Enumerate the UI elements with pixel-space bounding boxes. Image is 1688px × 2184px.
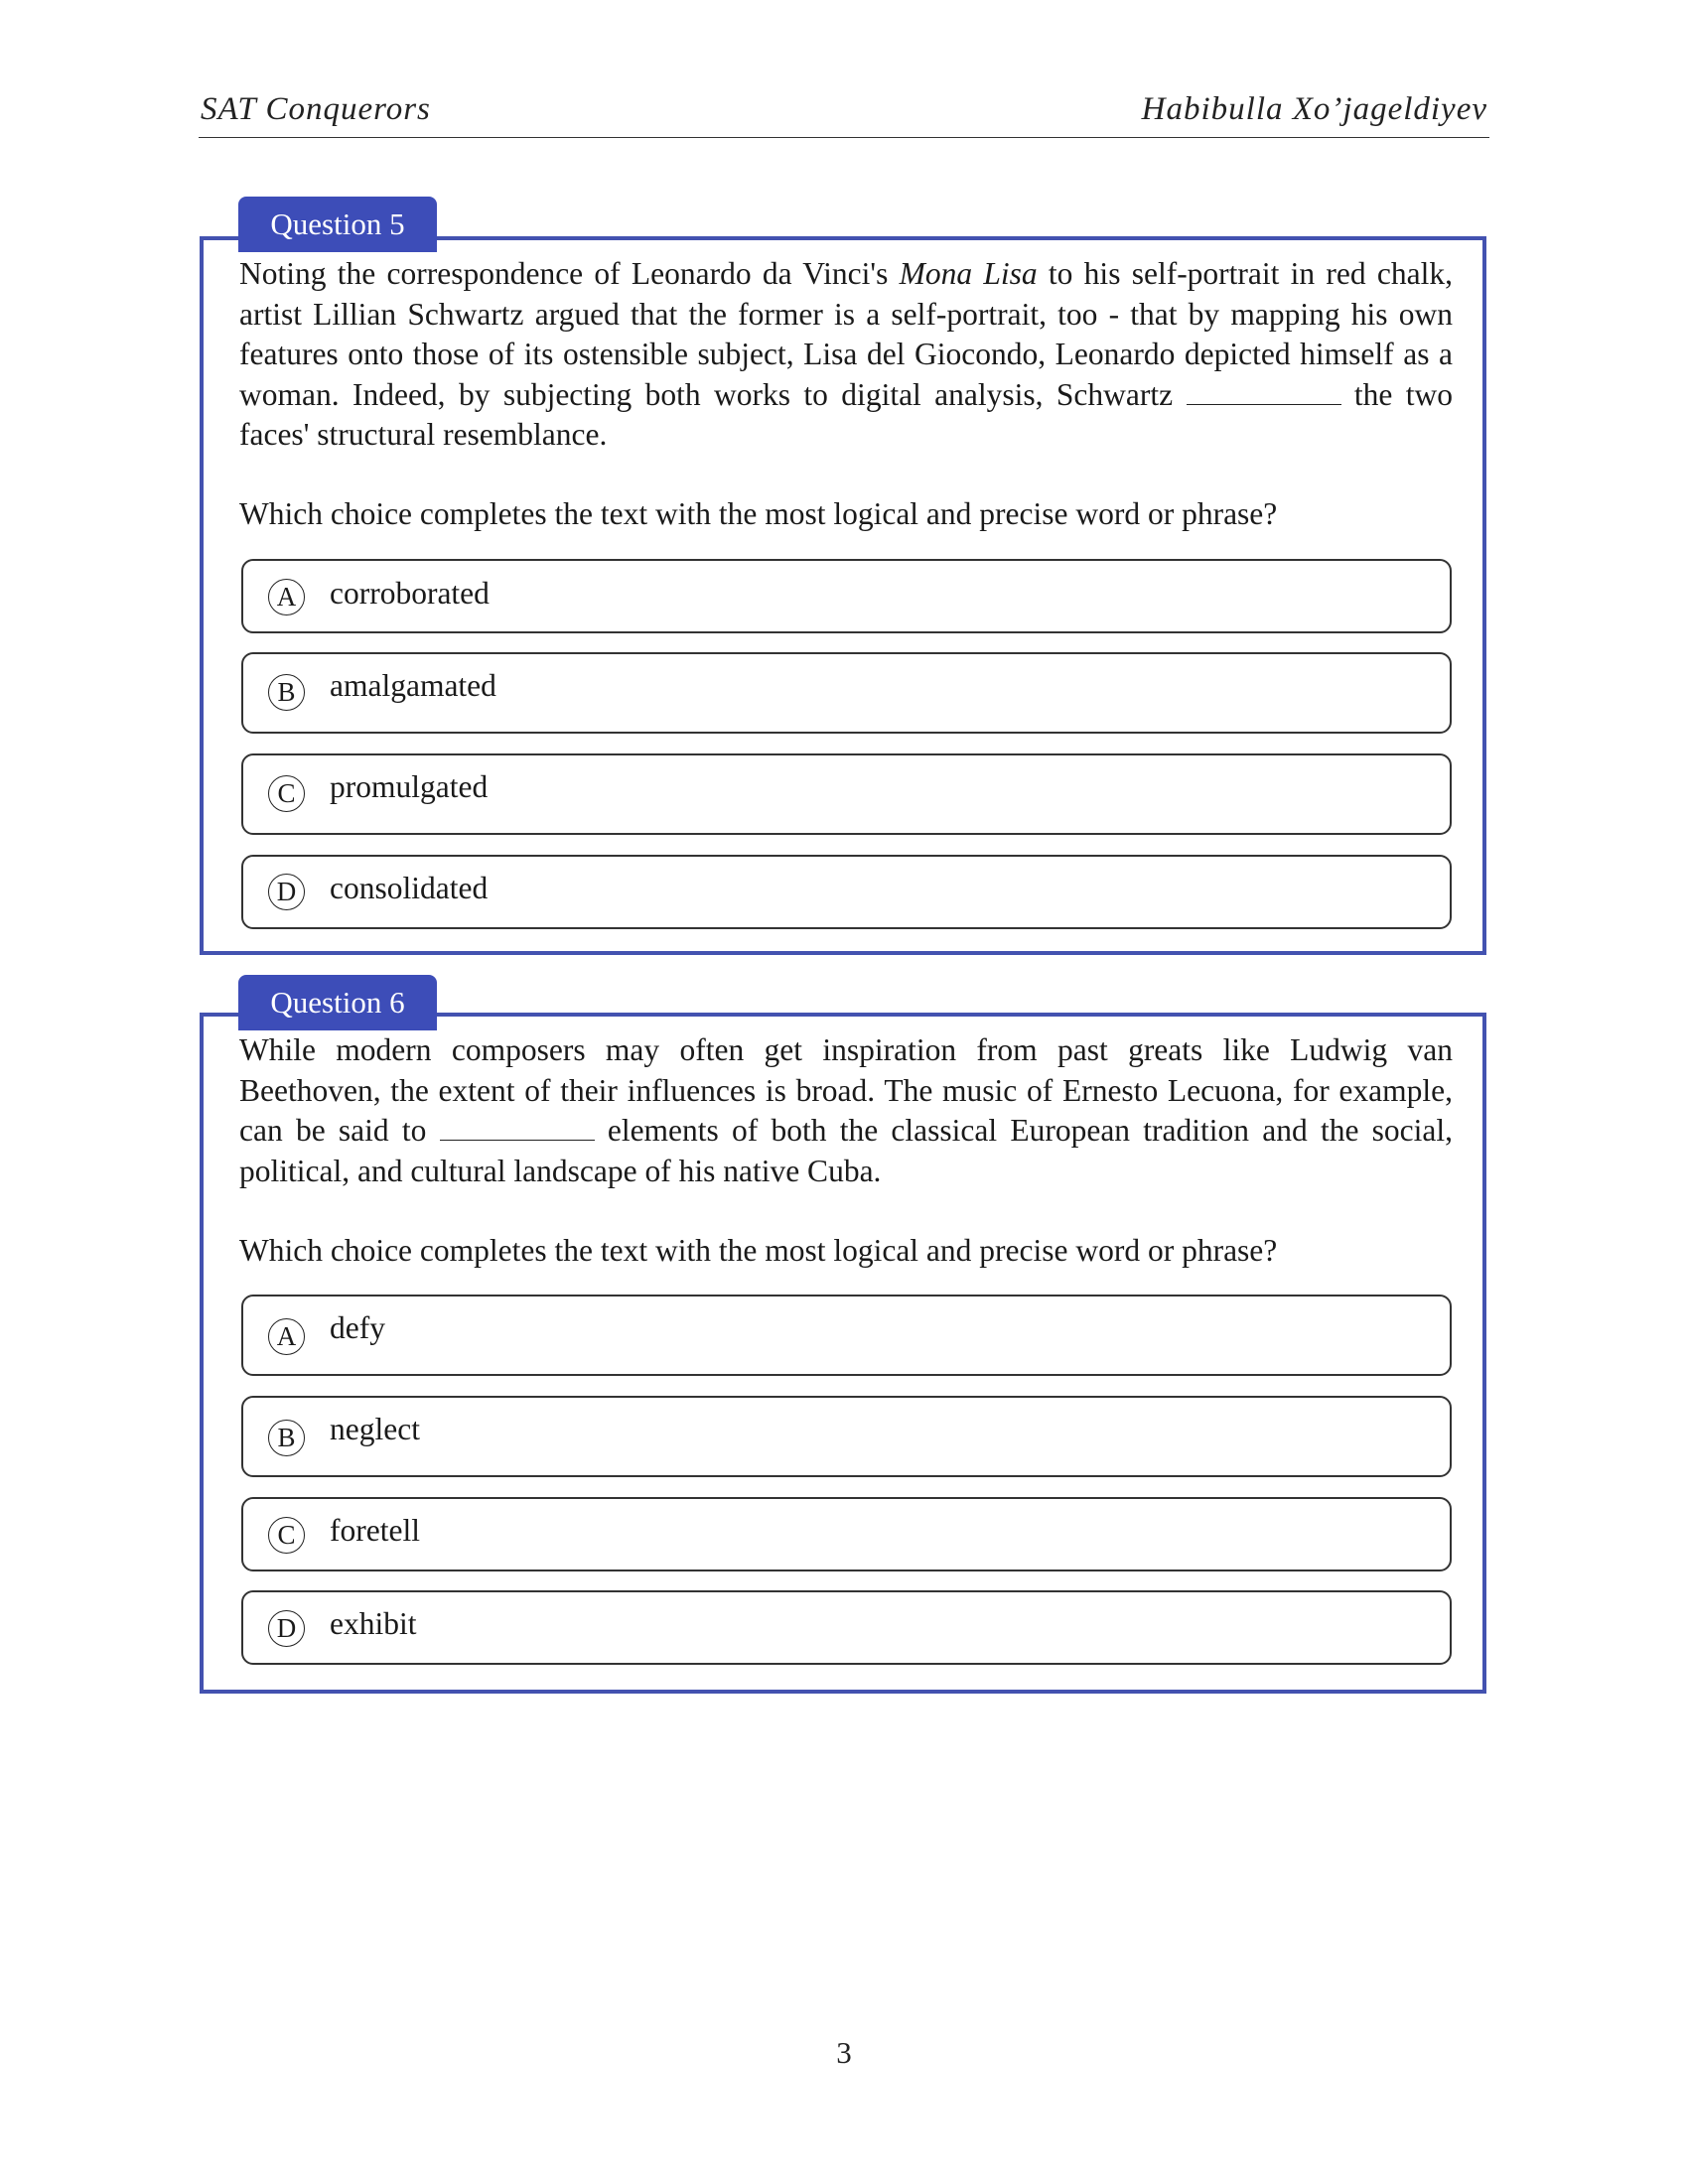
choice-letter-icon: C: [268, 1517, 305, 1554]
question-6-label: Question 6: [238, 975, 437, 1030]
page-number: 3: [836, 2035, 852, 2070]
choice-b[interactable]: [241, 1396, 1452, 1477]
choice-text: promulgated: [330, 769, 489, 804]
question-5-prompt: Which choice completes the text with the most logical and precise word or phrase?: [239, 496, 1278, 531]
choice-letter-icon: C: [268, 775, 305, 812]
choice-text: foretell: [330, 1513, 420, 1548]
choice-c[interactable]: [241, 1497, 1452, 1571]
choice-letter-icon: A: [268, 1318, 305, 1355]
passage-text: Noting the correspondence of Leonardo da Vinci's: [239, 256, 900, 291]
choice-text: consolidated: [330, 871, 489, 905]
choice-a[interactable]: [241, 1295, 1452, 1376]
choice-text: defy: [330, 1310, 385, 1345]
question-6-prompt: Which choice completes the text with the most logical and precise word or phrase?: [239, 1233, 1278, 1268]
header-title: SAT Conquerors: [201, 91, 431, 127]
choice-d[interactable]: [241, 855, 1452, 929]
choice-a[interactable]: [241, 559, 1452, 633]
passage-text: to his self-portrait in red chalk, artist Lillian Schwartz argued that the former is a self-portrait, too - that by mapping his own features onto those of its ostensible subject, Lisa del Giocondo, Leonardo depicted himself as a woman. Indeed, by subjecting both works to digital analysis, Schwartz: [239, 256, 1454, 412]
choice-text: amalgamated: [330, 668, 496, 703]
choice-letter-icon: D: [268, 1610, 305, 1647]
passage-text: elements of both the classical European tradition and the social, political, and cultural landscape of his native Cuba.: [239, 1113, 1453, 1188]
header-author: Habibulla Xo’jageldiyev: [1141, 91, 1487, 127]
answer-blank: [440, 1118, 595, 1141]
answer-blank: [1187, 382, 1341, 405]
choice-letter-icon: B: [268, 1420, 305, 1456]
choice-letter-icon: A: [268, 579, 305, 615]
passage-text: the two faces' structural resemblance.: [239, 376, 1453, 452]
passage-italic-title: Mona Lisa: [899, 256, 1038, 291]
choice-d[interactable]: [241, 1590, 1452, 1665]
question-5-passage: [239, 254, 1453, 456]
choice-text: neglect: [330, 1412, 420, 1446]
page-header: [199, 91, 1489, 138]
choice-text: exhibit: [330, 1606, 417, 1641]
choice-text: corroborated: [330, 576, 490, 611]
choice-letter-icon: D: [268, 874, 305, 910]
question-6-passage: [239, 1030, 1453, 1191]
choice-b[interactable]: [241, 652, 1452, 734]
passage-text: While modern composers may often get inspiration from past greats like Ludwig van Beethoven, the extent of their influences is broad. The music of Ernesto Lecuona, for example, can be said to: [239, 1032, 1453, 1148]
choice-c[interactable]: [241, 753, 1452, 835]
choice-letter-icon: B: [268, 674, 305, 711]
question-5-label: Question 5: [238, 197, 437, 252]
